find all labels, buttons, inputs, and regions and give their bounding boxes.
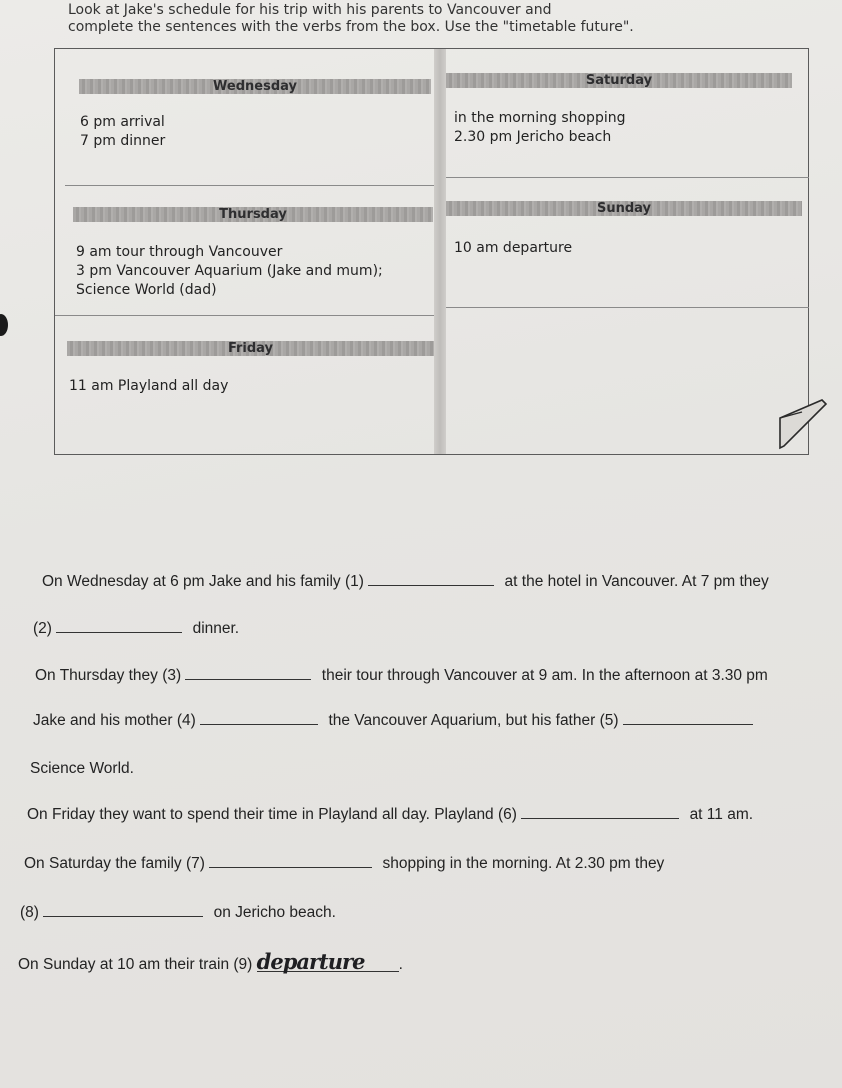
divider [446,307,809,308]
sentence-9 [18,949,403,975]
sentence-4-start: Jake and his mother (4) [33,712,196,729]
sentence-3-end: their tour through Vancouver at 9 am. In the afternoon at 3.30 pm [321,667,768,684]
saturday-line-2: 2.30 pm Jericho beach [454,129,612,145]
sentence-9-end: . [398,956,403,973]
blank-7[interactable] [209,855,372,868]
column-divider [434,49,446,454]
sentence-2-end: dinner. [192,620,240,637]
sentence-1 [42,572,769,592]
wednesday-header [79,79,431,94]
instructions-line-2: complete the sentences with the verbs from the box. Use the "timetable future". [68,19,634,35]
sentence-1-start: On Wednesday at 6 pm Jake and his family (1) [42,573,364,590]
blank-1[interactable] [368,573,494,586]
sentence-4 [33,711,753,731]
sentence-3-start: On Thursday they (3) [35,667,182,684]
binder-hole [0,314,8,336]
divider [446,177,809,178]
thursday-title: Thursday [219,207,287,222]
sentence-4-end: the Vancouver Aquarium, but his father (5) [328,712,619,729]
sentence-6 [27,805,753,825]
wednesday-title: Wednesday [213,79,297,94]
wednesday-line-2: 7 pm dinner [80,133,166,149]
thursday-header [73,207,433,222]
instructions-line-1: Look at Jake's schedule for his trip with his parents to Vancouver and [68,2,552,18]
sentence-8 [20,903,336,923]
sentence-1-end: at the hotel in Vancouver. At 7 pm they [504,573,769,590]
schedule-box [54,48,809,455]
answer-9-handwritten[interactable]: departure [257,953,399,972]
saturday-header [446,73,792,88]
sentence-9-start: On Sunday at 10 am their train (9) [18,956,253,973]
instructions [68,2,788,36]
sentence-2 [33,619,239,639]
sentence-8-end: on Jericho beach. [213,904,336,921]
divider [55,315,434,316]
blank-3[interactable] [185,667,311,680]
sentence-3 [35,666,768,686]
sunday-line-1: 10 am departure [454,240,573,256]
friday-line-1: 11 am Playland all day [69,378,229,394]
thursday-line-2: 3 pm Vancouver Aquarium (Jake and mum); [76,263,383,279]
saturday-title: Saturday [585,73,653,88]
sunday-title: Sunday [596,201,652,216]
wednesday-line-1: 6 pm arrival [80,114,165,130]
sentence-6-start: On Friday they want to spend their time in Playland all day. Playland (6) [27,806,517,823]
sentence-7-end: shopping in the morning. At 2.30 pm they [382,855,665,872]
sentence-5: Science World. [30,760,134,777]
friday-title: Friday [227,341,274,356]
page-curl-icon [778,398,828,450]
friday-header [67,341,434,356]
sentence-7-start: On Saturday the family (7) [24,855,205,872]
blank-6[interactable] [521,806,679,819]
sentence-6-end: at 11 am. [689,806,754,823]
blank-2[interactable] [56,620,182,633]
sentence-7 [24,854,664,874]
sentence-2-start: (2) [33,620,52,637]
divider [65,185,434,186]
saturday-line-1: in the morning shopping [454,110,626,126]
thursday-line-1: 9 am tour through Vancouver [76,244,283,260]
blank-4[interactable] [200,712,318,725]
blank-8[interactable] [43,904,203,917]
sunday-header [446,201,802,216]
sentence-8-start: (8) [20,904,39,921]
blank-5[interactable] [623,712,753,725]
thursday-line-3: Science World (dad) [76,282,217,298]
